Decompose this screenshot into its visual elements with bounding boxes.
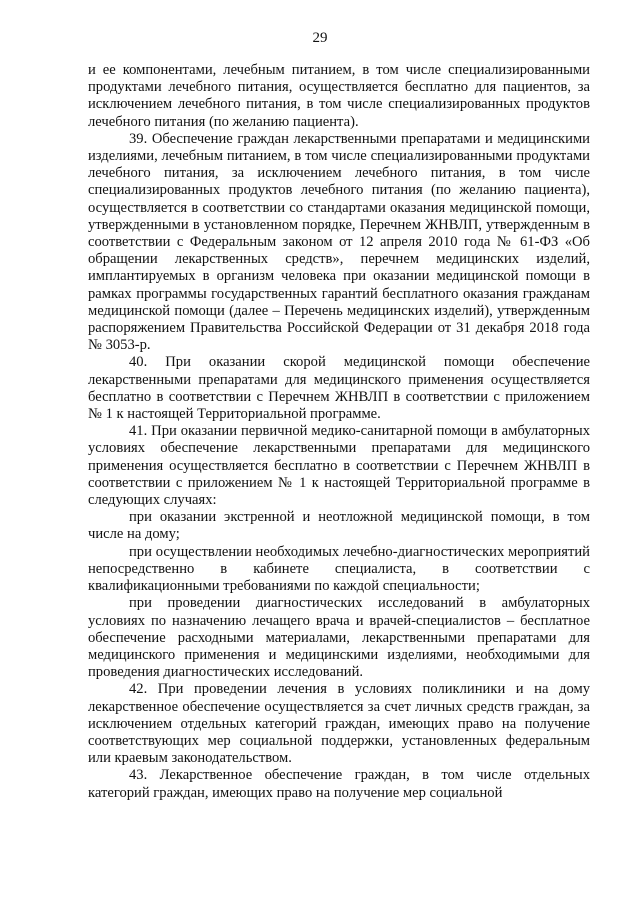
paragraph-42: 42. При проведении лечения в условиях поликлиники и на дому лекарственное обеспечение осуществляется за счет личных средств граждан, за исключением отдельных категорий граждан, имеющих право на получение соответствующих мер социальной поддержки, установленных федеральным или краевым законодательством. bbox=[88, 681, 590, 767]
paragraph-39: 39. Обеспечение граждан лекарственными препаратами и медицинскими изделиями, лечебным питанием, в том числе специализированными продуктами лечебного питания, за исключением лечебного питания, в том числе специализированных продуктов лечебного питания (по желанию пациента), осуществляется в соответствии со стандартами оказания медицинской помощи, утвержденными в установленном порядке, Перечнем ЖНВЛП, утвержденным в соответствии с Федеральным законом от 12 апреля 2010 года № 61-ФЗ «Об обращении лекарственных средств», перечнем медицинских изделий, имплантируемых в организм человека при оказании медицинской помощи в рамках программы государственных гарантий бесплатного оказания гражданам медицинской помощи (далее – Перечень медицинских изделий), утвержденным распоряжением Правительства Российской Федерации от 31 декабря 2018 года № 3053-р. bbox=[88, 130, 590, 354]
paragraph-41-case-emergency: при оказании экстренной и неотложной медицинской помощи, в том числе на дому; bbox=[88, 509, 590, 543]
paragraph-41: 41. При оказании первичной медико-санитарной помощи в амбулаторных условиях обеспечение лекарственными препаратами для медицинского применения осуществляется бесплатно в соответствии с Перечнем ЖНВЛП в соответствии с приложением № 1 к настоящей Территориальной программе в следующих случаях: bbox=[88, 423, 590, 509]
paragraph-41-case-specialist: при осуществлении необходимых лечебно-диагностических мероприятий непосредственно в кабинете специалиста, в соответствии с квалификационными требованиями по каждой специальности; bbox=[88, 543, 590, 595]
paragraph-38-continuation: и ее компонентами, лечебным питанием, в том числе специализированными продуктами лечебного питания, осуществляется бесплатно для пациентов, за исключением лечебного питания, в том числе специализированных продуктов лечебного питания (по желанию пациента). bbox=[88, 62, 590, 130]
paragraph-40: 40. При оказании скорой медицинской помощи обеспечение лекарственными препаратами для медицинского применения осуществляется бесплатно в соответствии с Перечнем ЖНВЛП в соответствии с приложением № 1 к настоящей Территориальной программе. bbox=[88, 354, 590, 423]
page-number: 29 bbox=[312, 30, 328, 46]
paragraph-41-case-diagnostics: при проведении диагностических исследований в амбулаторных условиях по назначению лечащего врача и врачей-специалистов – бесплатное обеспечение расходными материалами, лекарственными препаратами для медицинского применения и медицинскими изделиями, необходимыми для проведения диагностических исследований. bbox=[88, 595, 590, 681]
document-body bbox=[88, 62, 590, 802]
paragraph-43: 43. Лекарственное обеспечение граждан, в том числе отдельных категорий граждан, имеющих право на получение мер социальной bbox=[88, 767, 590, 801]
